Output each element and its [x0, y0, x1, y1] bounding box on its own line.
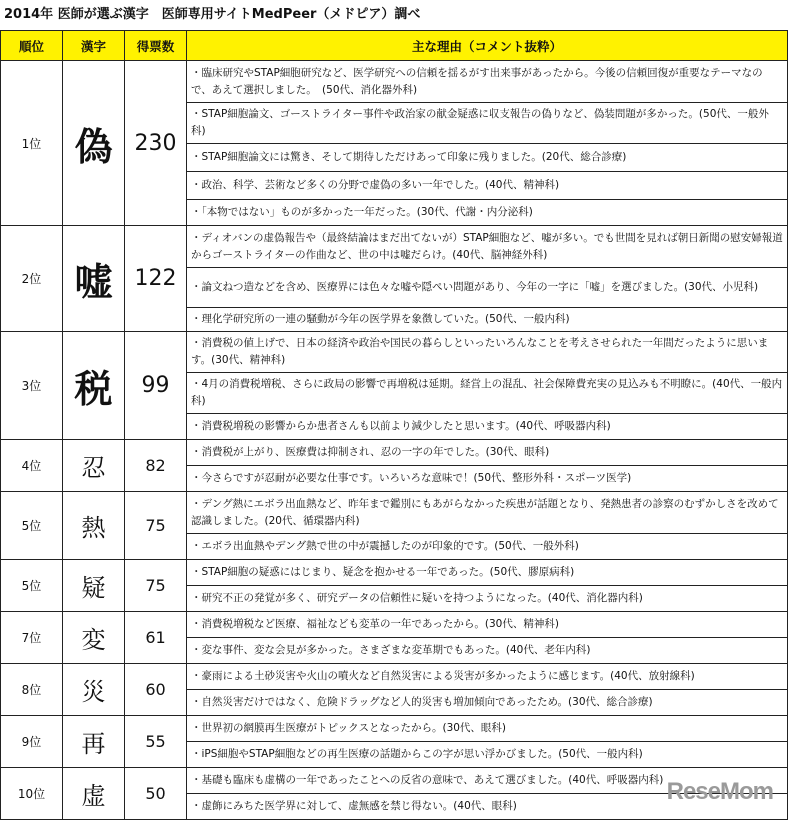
rank-cell: 3位	[1, 332, 63, 440]
comment-cell: ・今さらですが忍耐が必要な仕事です。いろいろな意味で！(50代、整形外科・スポーツ医学)	[187, 466, 788, 492]
vote-count: 99	[125, 332, 187, 440]
rank-cell: 1位	[1, 61, 63, 226]
vote-count: 75	[125, 492, 187, 560]
comment-cell: ・臨床研究やSTAP細胞研究など、医学研究への信頼を揺るがす出来事があったから。今後の信頼回復が重要なテーマなので、あえて選択しました。 (50代、消化器外科)	[187, 61, 788, 103]
header-reason: 主な理由（コメント抜粋）	[187, 31, 788, 61]
table-header-row	[1, 31, 788, 61]
comment-cell: ・基礎も臨床も虚構の一年であったことへの反省の意味で、あえて選びました。(40代、呼吸器内科)	[187, 768, 788, 794]
comment-cell: ・STAP細胞論文には驚き、そして期待しただけあって印象に残りました。(20代、総合診療)	[187, 144, 788, 172]
kanji-cell: 嘘	[63, 226, 125, 332]
comment-cell: ・消費税の値上げで、日本の経済や政治や国民の暮らしといったいろんなことを考えさせられた一年間だったように思います。(30代、精神科)	[187, 332, 788, 373]
kanji-cell: 再	[63, 716, 125, 768]
comment-cell: ・虚飾にみちた医学界に対して、虚無感を禁じ得ない。(40代、眼科)	[187, 794, 788, 820]
table-row	[1, 61, 788, 103]
comment-cell: ・デング熱にエボラ出血熱など、昨年まで鑑別にもあがらなかった疾患が話題となり、発熱患者の診察のむずかしさを改めて認識しました。(20代、循環器内科)	[187, 492, 788, 534]
comment-cell: ・研究不正の発覚が多く、研究データの信頼性に疑いを持つようになった。(40代、消化器内科)	[187, 586, 788, 612]
header-rank: 順位	[1, 31, 63, 61]
rank-cell: 4位	[1, 440, 63, 492]
comment-cell: ・消費税が上がり、医療費は抑制され、忍の一字の年でした。(30代、眼科)	[187, 440, 788, 466]
rank-cell: 8位	[1, 664, 63, 716]
page-title: 2014年 医師が選ぶ漢字 医師専用サイトMedPeer（メドピア）調べ	[4, 7, 421, 22]
comment-cell: ・政治、科学、芸術など多くの分野で虚偽の多い一年でした。(40代、精神科)	[187, 172, 788, 200]
vote-count: 55	[125, 716, 187, 768]
comment-cell: ・世界初の網膜再生医療がトピックスとなったから。(30代、眼科)	[187, 716, 788, 742]
table-row	[1, 612, 788, 638]
table-row	[1, 492, 788, 534]
kanji-ranking-table	[0, 30, 788, 820]
table-row	[1, 332, 788, 373]
vote-count: 75	[125, 560, 187, 612]
kanji-cell: 熱	[63, 492, 125, 560]
comment-cell: ・STAP細胞論文、ゴーストライター事件や政治家の献金疑惑に収支報告の偽りなど、偽装問題が多かった。(50代、一般外科)	[187, 103, 788, 144]
comment-cell: ・STAP細胞の疑惑にはじまり、疑念を抱かせる一年であった。(50代、膠原病科)	[187, 560, 788, 586]
comment-cell: ・ディオバンの虚偽報告や（最終結論はまだ出てないが）STAP細胞など、嘘が多い。でも世間を見れば朝日新聞の慰安婦報道からゴーストライターの作曲など、世の中は嘘だらけ。(40代、脳神経外科)	[187, 226, 788, 268]
comment-cell: ・理化学研究所の一連の騒動が今年の医学界を象徴していた。(50代、一般内科)	[187, 308, 788, 332]
rank-cell: 9位	[1, 716, 63, 768]
comment-cell: ・消費税増税の影響からか患者さんも以前より減少したと思います。(40代、呼吸器内科)	[187, 414, 788, 440]
comment-cell: ・消費税増税など医療、福祉なども変革の一年であったから。(30代、精神科)	[187, 612, 788, 638]
rank-cell: 10位	[1, 768, 63, 820]
kanji-cell: 税	[63, 332, 125, 440]
comment-cell: ・エボラ出血熱やデング熱で世の中が震撼したのが印象的です。(50代、一般外科)	[187, 534, 788, 560]
table-row	[1, 664, 788, 690]
header-votes: 得票数	[125, 31, 187, 61]
vote-count: 50	[125, 768, 187, 820]
comment-cell: ・豪雨による土砂災害や火山の噴火など自然災害による災害が多かったように感じます。(40代、放射線科)	[187, 664, 788, 690]
comment-cell: ・論文ねつ造などを含め、医療界には色々な嘘や隠ぺい問題があり、今年の一字に「嘘」を選びました。(30代、小児科)	[187, 268, 788, 308]
comment-cell: ・iPS細胞やSTAP細胞などの再生医療の話題からこの字が思い浮かびました。(50代、一般内科)	[187, 742, 788, 768]
rank-cell: 5位	[1, 560, 63, 612]
rank-cell: 7位	[1, 612, 63, 664]
rank-cell: 2位	[1, 226, 63, 332]
comment-cell: ・変な事件、変な会見が多かった。さまざまな変革期でもあった。(40代、老年内科)	[187, 638, 788, 664]
vote-count: 122	[125, 226, 187, 332]
table-row	[1, 226, 788, 268]
rank-cell: 5位	[1, 492, 63, 560]
vote-count: 60	[125, 664, 187, 716]
kanji-cell: 偽	[63, 61, 125, 226]
vote-count: 230	[125, 61, 187, 226]
comment-cell: ・「本物ではない」ものが多かった一年だった。(30代、代謝・内分泌科)	[187, 200, 788, 226]
vote-count: 82	[125, 440, 187, 492]
table-row	[1, 440, 788, 466]
comment-cell: ・4月の消費税増税、さらに政局の影響で再増税は延期。経営上の混乱、社会保障費充実の見込みも不明瞭に。(40代、一般内科)	[187, 373, 788, 414]
comment-cell: ・自然災害だけではなく、危険ドラッグなど人的災害も増加傾向であったため。(30代、総合診療)	[187, 690, 788, 716]
table-row	[1, 560, 788, 586]
resemom-logo: ReseMom	[666, 778, 773, 805]
kanji-cell: 災	[63, 664, 125, 716]
kanji-cell: 虚	[63, 768, 125, 820]
kanji-cell: 忍	[63, 440, 125, 492]
kanji-cell: 疑	[63, 560, 125, 612]
table-row	[1, 716, 788, 742]
vote-count: 61	[125, 612, 187, 664]
kanji-cell: 変	[63, 612, 125, 664]
header-kanji: 漢字	[63, 31, 125, 61]
